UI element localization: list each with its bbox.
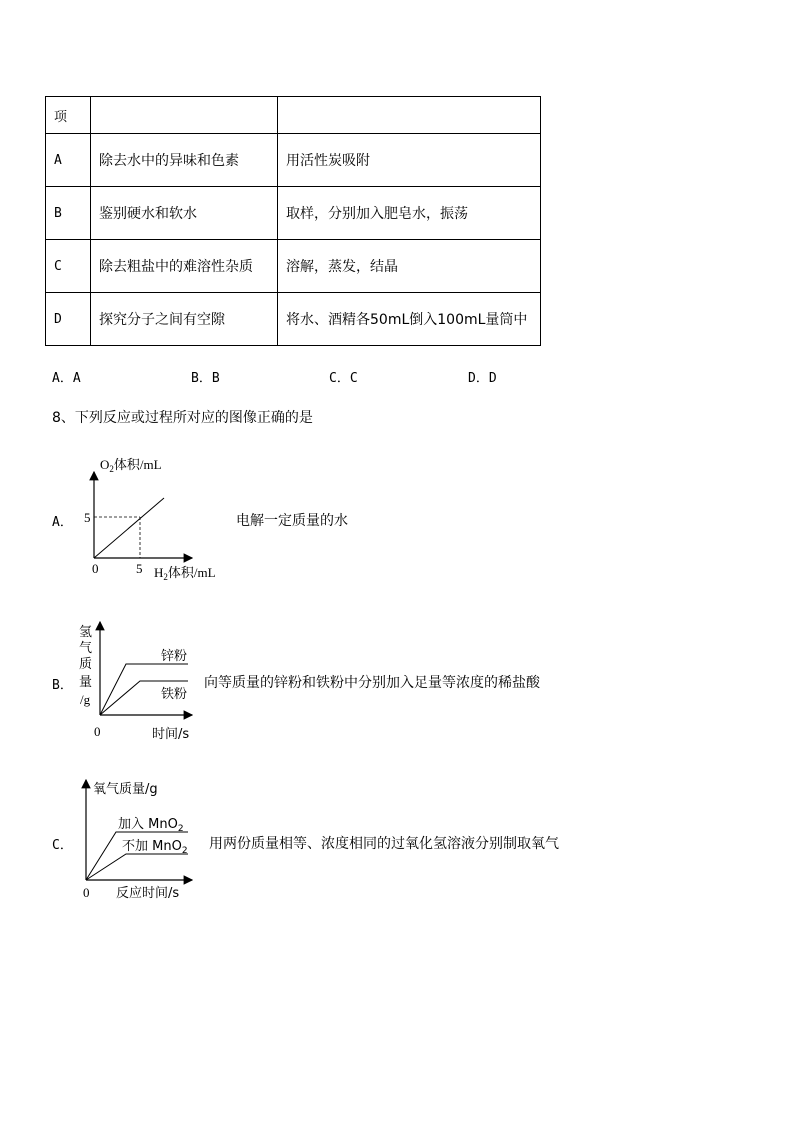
data-line — [94, 498, 164, 558]
origin-label: 0 — [83, 885, 90, 900]
answer-choice-a[interactable]: A．A — [52, 371, 81, 386]
series-label-iron: 铁粉 — [161, 687, 188, 702]
row-letter: A — [46, 134, 91, 187]
table-row — [46, 187, 541, 240]
y-axis-label-char: 气 — [79, 641, 93, 656]
origin-label: 0 — [92, 561, 99, 576]
row-purpose: 除去水中的异味和色素 — [91, 134, 278, 187]
options-table — [45, 96, 541, 346]
row-method: 将水、酒精各50mL倒入100mL量筒中 — [278, 293, 541, 346]
table-row — [46, 293, 541, 346]
x-tick-label: 5 — [136, 561, 143, 576]
table-header-row — [46, 97, 541, 134]
option-a-letter[interactable]: A． — [52, 515, 73, 530]
table-row — [46, 240, 541, 293]
table-header-cell — [278, 97, 541, 134]
row-letter: D — [46, 293, 91, 346]
option-a-description: 电解一定质量的水 — [236, 513, 348, 529]
y-axis-label: $O_2$体积/mL — [100, 457, 162, 474]
row-letter: B — [46, 187, 91, 240]
option-c-graph — [70, 776, 200, 902]
series-label-with-mno2: 加入 MnO$_2$ — [118, 817, 184, 834]
answer-choice-c[interactable]: C．C — [329, 371, 358, 386]
y-tick-label: 5 — [84, 510, 91, 525]
x-axis-label: $H_2$体积/mL — [154, 565, 216, 582]
y-axis-label: 氧气质量/g — [93, 782, 158, 797]
row-letter: C — [46, 240, 91, 293]
row-method: 用活性炭吸附 — [278, 134, 541, 187]
option-c-description: 用两份质量相等、浓度相同的过氧化氢溶液分别制取氧气 — [209, 836, 559, 852]
origin-label: 0 — [94, 724, 101, 739]
y-axis-label-char: 量 — [79, 675, 93, 690]
table-row — [46, 134, 541, 187]
y-axis-label-char: 质 — [79, 657, 93, 672]
row-method: 取样，分别加入肥皂水，振荡 — [278, 187, 541, 240]
y-axis-label-char: 氢 — [79, 625, 93, 640]
option-c-letter[interactable]: C． — [52, 838, 73, 853]
option-a-graph — [70, 450, 240, 582]
row-purpose: 探究分子之间有空隙 — [91, 293, 278, 346]
series-label-zinc: 锌粉 — [161, 649, 188, 664]
answer-choice-b[interactable]: B．B — [191, 371, 220, 386]
y-axis-label-unit: /g — [80, 692, 91, 707]
series-line-without-mno2 — [86, 854, 188, 880]
answer-choice-d[interactable]: D．D — [468, 371, 497, 386]
table-header-cell — [91, 97, 278, 134]
series-label-without-mno2: 不加 MnO$_2$ — [122, 839, 188, 856]
row-purpose: 除去粗盐中的难溶性杂质 — [91, 240, 278, 293]
question-text: 8、下列反应或过程所对应的图像正确的是 — [52, 410, 313, 426]
x-axis-label: 反应时间/s — [116, 886, 180, 901]
row-purpose: 鉴别硬水和软水 — [91, 187, 278, 240]
row-method: 溶解，蒸发，结晶 — [278, 240, 541, 293]
option-b-letter[interactable]: B． — [52, 678, 73, 693]
x-axis-label: 时间/s — [152, 727, 190, 742]
table-header-cell: 项 — [46, 97, 91, 134]
option-b-description: 向等质量的锌粉和铁粉中分别加入足量等浓度的稀盐酸 — [204, 675, 540, 691]
option-b-graph — [76, 618, 201, 744]
